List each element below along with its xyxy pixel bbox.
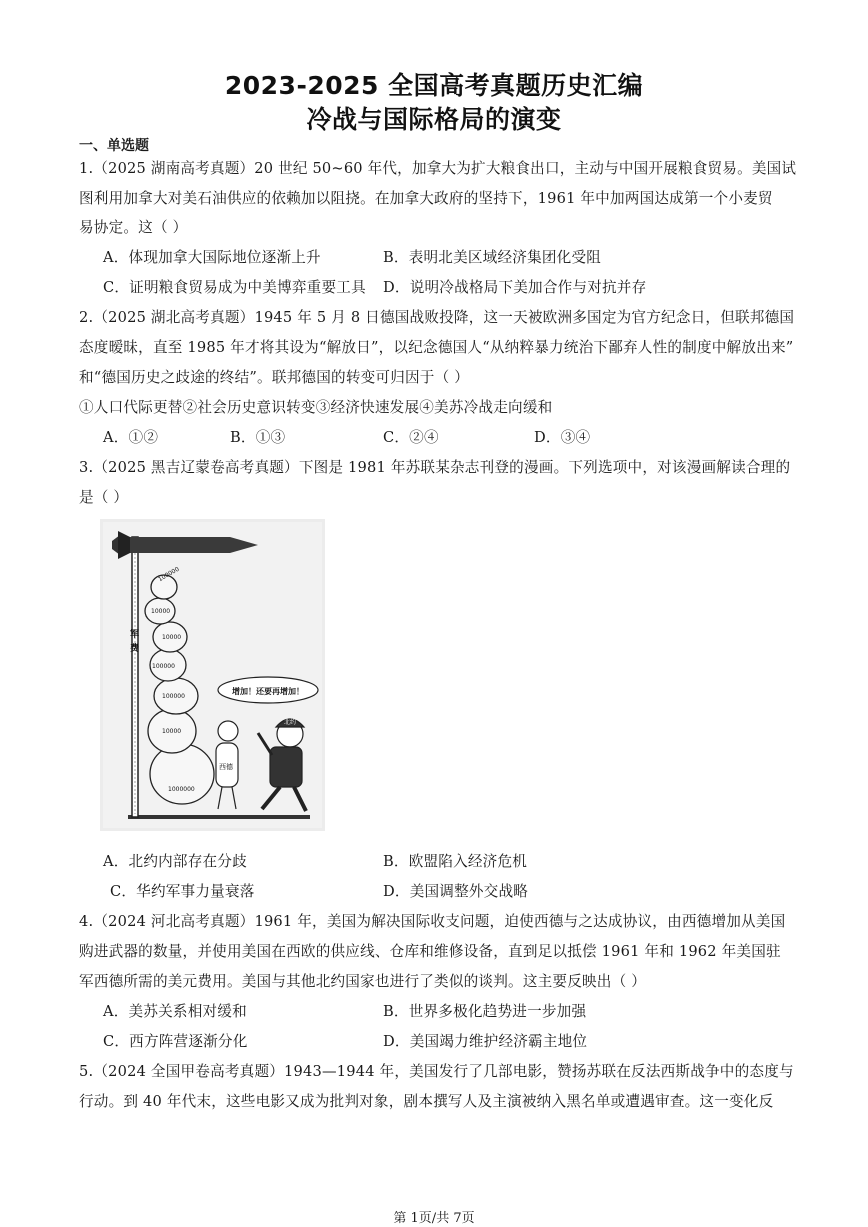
question-4-line-1: 4.（2024 河北高考真题）1961 年，美国为解决国际收支问题，迫使西德与之达成协议，由西德增加从美国 <box>79 913 786 930</box>
question-1-line-2: 图利用加拿大对美石油供应的依赖加以阻挠。在加拿大政府的坚持下，1961 年中加两国达成第一个小麦贸 <box>79 190 773 207</box>
question-2-line-4: ①人口代际更替②社会历史意识转变③经济快速发展④美苏冷战走向缓和 <box>79 399 553 416</box>
bag-label-5: 100000 <box>162 693 185 700</box>
hat-label: 北约 <box>284 719 297 726</box>
question-1-option-a[interactable]: A．体现加拿大国际地位逐渐上升 <box>103 249 321 266</box>
question-2-line-3: 和“德国历史之歧途的终结”。联邦德国的转变可归因于（ ） <box>79 369 470 386</box>
question-1-line-1: 1.（2025 湖南高考真题）20 世纪 50~60 年代，加拿大为扩大粮食出口，主动与中国开展粮食贸易。美国试 <box>79 160 797 177</box>
pole-label-2: 费 <box>130 644 140 654</box>
question-5-line-2: 行动。到 40 年代末，这些电影又成为批判对象，剧本撰写人及主演被纳入黑名单或遭遇审查。这一变化反 <box>79 1093 774 1110</box>
pole-label-1: 军 <box>130 630 140 640</box>
question-4-line-2: 购进武器的数量，并使用美国在西欧的供应线、仓库和维修设备，直到足以抵偿 1961 年和 1962 年美国驻 <box>79 943 781 960</box>
bag-label-7: 1000000 <box>168 786 195 793</box>
page-footer: 第 1页/共 7页 <box>393 1211 475 1226</box>
document-title: 2023-2025 全国高考真题历史汇编 <box>224 71 644 100</box>
figure-label: 西德 <box>219 763 233 771</box>
bag-label-1: 100000 <box>157 565 181 584</box>
question-4-option-d[interactable]: D．美国竭力维护经济霸主地位 <box>383 1033 588 1050</box>
question-2-option-c[interactable]: C．②④ <box>383 429 439 446</box>
question-3-option-d[interactable]: D．美国调整外交战略 <box>383 883 529 900</box>
question-1-option-c[interactable]: C．证明粮食贸易成为中美博弈重要工具 <box>103 279 366 296</box>
question-4-option-b[interactable]: B．世界多极化趋势进一步加强 <box>383 1003 587 1020</box>
question-3-option-b[interactable]: B．欧盟陷入经济危机 <box>383 853 528 870</box>
question-2-option-a[interactable]: A．①② <box>103 429 159 446</box>
bag-label-6: 10000 <box>162 728 182 735</box>
soviet-cartoon-image <box>100 519 325 831</box>
question-2-line-2: 态度暧昧，直至 1985 年才将其设为“解放日”，以纪念德国人“从纳粹暴力统治下鄙弃人性的制度中解放出来” <box>79 339 794 356</box>
question-3-line-1: 3.（2025 黑吉辽蒙卷高考真题）下图是 1981 年苏联某杂志刊登的漫画。下列选项中，对该漫画解读合理的 <box>79 459 791 476</box>
question-3-option-c[interactable]: C．华约军事力量衰落 <box>110 883 255 900</box>
bag-label-2: 10000 <box>151 608 171 615</box>
question-1-option-d[interactable]: D．说明冷战格局下美加合作与对抗并存 <box>383 279 647 296</box>
question-2-option-d[interactable]: D．③④ <box>534 429 591 446</box>
question-2-line-1: 2.（2025 湖北高考真题）1945 年 5 月 8 日德国战败投降，这一天被欧洲多国定为官方纪念日，但联邦德国 <box>79 309 795 326</box>
bag-label-4: 100000 <box>152 663 175 670</box>
question-4-line-3: 军西德所需的美元费用。美国与其他北约国家也进行了类似的谈判。这主要反映出（ ） <box>79 973 647 990</box>
question-2-option-b[interactable]: B．①③ <box>230 429 286 446</box>
section-heading: 一、单选题 <box>79 138 149 154</box>
question-3-line-2: 是（ ） <box>79 489 129 506</box>
question-4-option-a[interactable]: A．美苏关系相对缓和 <box>103 1003 247 1020</box>
question-5-line-1: 5.（2024 全国甲卷高考真题）1943—1944 年，美国发行了几部电影，赞扬苏联在反法西斯战争中的态度与 <box>79 1063 794 1080</box>
question-3-option-a[interactable]: A．北约内部存在分歧 <box>103 853 247 870</box>
speech-bubble-text: 增加！还要再增加！ <box>232 687 304 696</box>
document-subtitle: 冷战与国际格局的演变 <box>306 105 562 134</box>
question-1-line-3: 易协定。这（ ） <box>79 219 188 236</box>
bag-label-3: 10000 <box>162 634 182 641</box>
question-1-option-b[interactable]: B．表明北美区域经济集团化受阻 <box>383 249 602 266</box>
question-4-option-c[interactable]: C．西方阵营逐渐分化 <box>103 1033 248 1050</box>
